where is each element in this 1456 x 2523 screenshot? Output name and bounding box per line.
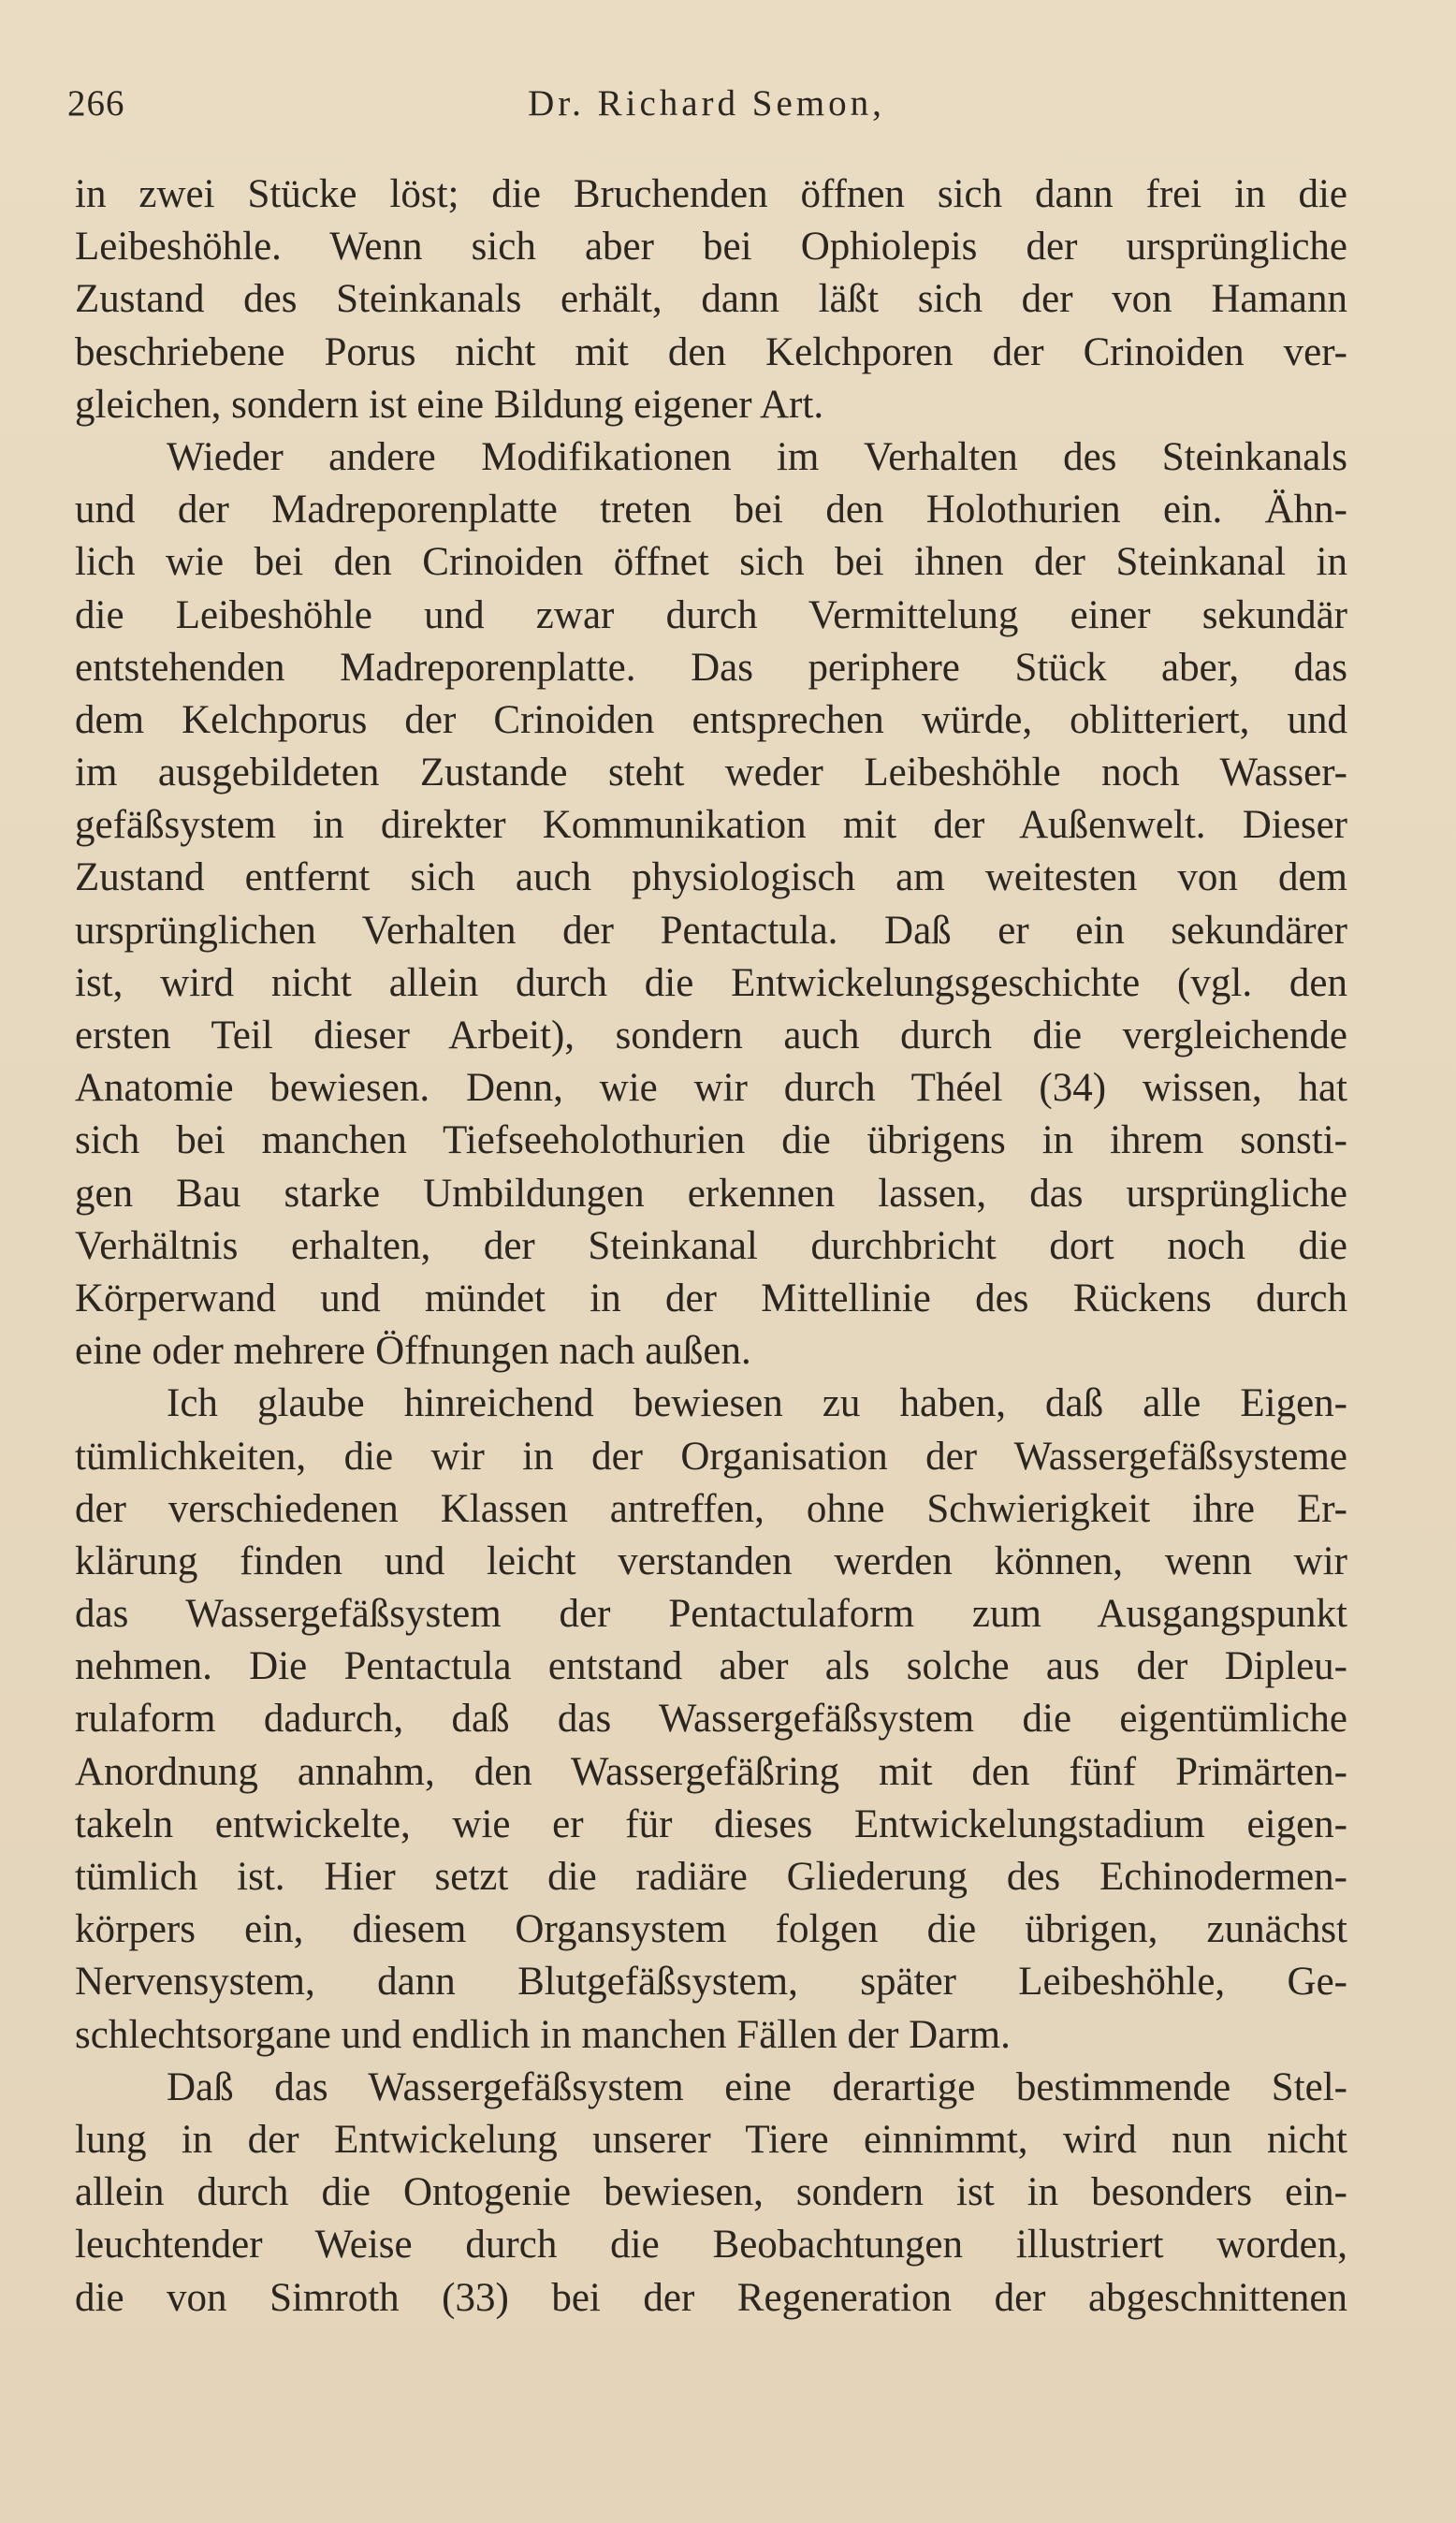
text-line: gefäßsystem in direkter Kommunikation mit der Außenwelt. Dieser xyxy=(75,803,1347,848)
text-line: Leibeshöhle. Wenn sich aber bei Ophiolepis der ursprüngliche xyxy=(75,225,1347,270)
body-text xyxy=(75,168,1347,2325)
text-line: Zustand des Steinkanals erhält, dann läßt sich der von Hamann xyxy=(75,277,1347,322)
text-line: ersten Teil dieser Arbeit), sondern auch durch die vergleichende xyxy=(75,1014,1347,1057)
text-line: schlechtsorgane und endlich in manchen Fällen der Darm. xyxy=(75,2012,1011,2057)
text-line: in zwei Stücke löst; die Bruchenden öffnen sich dann frei in die xyxy=(75,172,1347,216)
text-line: der verschiedenen Klassen antreffen, ohne Schwierigkeit ihre Er- xyxy=(75,1486,1347,1531)
text-line: eine oder mehrere Öffnungen nach außen. xyxy=(75,1329,751,1374)
text-line: lich wie bei den Crinoiden öffnet sich bei ihnen der Steinkanal in xyxy=(75,540,1347,585)
text-line: Wieder andere Modifikationen im Verhalten des Steinkanals xyxy=(167,434,1347,479)
text-line: ursprünglichen Verhalten der Pentactula. Daß er ein sekundärer xyxy=(75,908,1347,953)
text-line: körpers ein, diesem Organsystem folgen die übrigen, zunächst xyxy=(75,1907,1347,1952)
text-line: Daß das Wassergefäßsystem eine derartige bestimmende Stel- xyxy=(167,2064,1347,2109)
text-line: Verhältnis erhalten, der Steinkanal durchbricht dort noch die xyxy=(75,1223,1347,1268)
text-line: tümlich ist. Hier setzt die radiäre Gliederung des Echinodermen- xyxy=(75,1855,1347,1899)
text-line: dem Kelchporus der Crinoiden entsprechen würde, oblitteriert, und xyxy=(75,697,1347,742)
text-line: takeln entwickelte, wie er für dieses Entwickelungstadium eigen- xyxy=(75,1801,1347,1846)
text-line: gen Bau starke Umbildungen erkennen lassen, das ursprüngliche xyxy=(75,1171,1347,1216)
text-line: im ausgebildeten Zustande steht weder Leibeshöhle noch Wasser- xyxy=(75,751,1347,795)
text-line: Ich glaube hinreichend bewiesen zu haben, daß alle Eigen- xyxy=(167,1381,1347,1426)
page-number: 266 xyxy=(67,83,125,124)
text-line: Zustand entfernt sich auch physiologisch am weitesten von dem xyxy=(75,855,1347,900)
text-line: sich bei manchen Tiefseeholothurien die übrigens in ihrem sonsti- xyxy=(75,1118,1347,1163)
text-line: rulaform dadurch, daß das Wassergefäßsystem die eigentümliche xyxy=(75,1697,1347,1742)
text-line: gleichen, sondern ist eine Bildung eigener Art. xyxy=(75,382,824,427)
text-line: beschriebene Porus nicht mit den Kelchporen der Crinoiden ver- xyxy=(75,329,1347,374)
text-line: Anatomie bewiesen. Denn, wie wir durch Théel (34) wissen, hat xyxy=(75,1066,1347,1111)
text-line: klärung finden und leicht verstanden werden können, wenn wir xyxy=(75,1539,1347,1583)
page-header xyxy=(67,82,1346,135)
text-line: leuchtender Weise durch die Beobachtungen illustriert worden, xyxy=(75,2223,1347,2268)
text-line: tümlichkeiten, die wir in der Organisation der Wassergefäßsysteme xyxy=(75,1434,1347,1479)
text-line: die Leibeshöhle und zwar durch Vermittelung einer sekundär xyxy=(75,592,1347,637)
text-line: und der Madreporenplatte treten bei den Holothurien ein. Ähn- xyxy=(75,488,1347,532)
text-line: allein durch die Ontogenie bewiesen, sondern ist in besonders ein- xyxy=(75,2170,1347,2215)
text-line: Körperwand und mündet in der Mittellinie des Rückens durch xyxy=(75,1276,1347,1320)
text-line: Nervensystem, dann Blutgefäßsystem, später Leibeshöhle, Ge- xyxy=(75,1960,1347,2005)
text-line: entstehenden Madreporenplatte. Das periphere Stück aber, das xyxy=(75,645,1347,690)
text-line: Anordnung annahm, den Wassergefäßring mit den fünf Primärten- xyxy=(75,1749,1347,1794)
text-line: die von Simroth (33) bei der Regeneration der abgeschnittenen xyxy=(75,2275,1347,2320)
text-line: ist, wird nicht allein durch die Entwickelungsgeschichte (vgl. den xyxy=(75,960,1347,1005)
running-head: Dr. Richard Semon, xyxy=(528,83,885,124)
text-line: nehmen. Die Pentactula entstand aber als solche aus der Dipleu- xyxy=(75,1644,1347,1689)
text-line: das Wassergefäßsystem der Pentactulaform zum Ausgangspunkt xyxy=(75,1592,1347,1637)
text-line: lung in der Entwickelung unserer Tiere einnimmt, wird nun nicht xyxy=(75,2117,1347,2162)
